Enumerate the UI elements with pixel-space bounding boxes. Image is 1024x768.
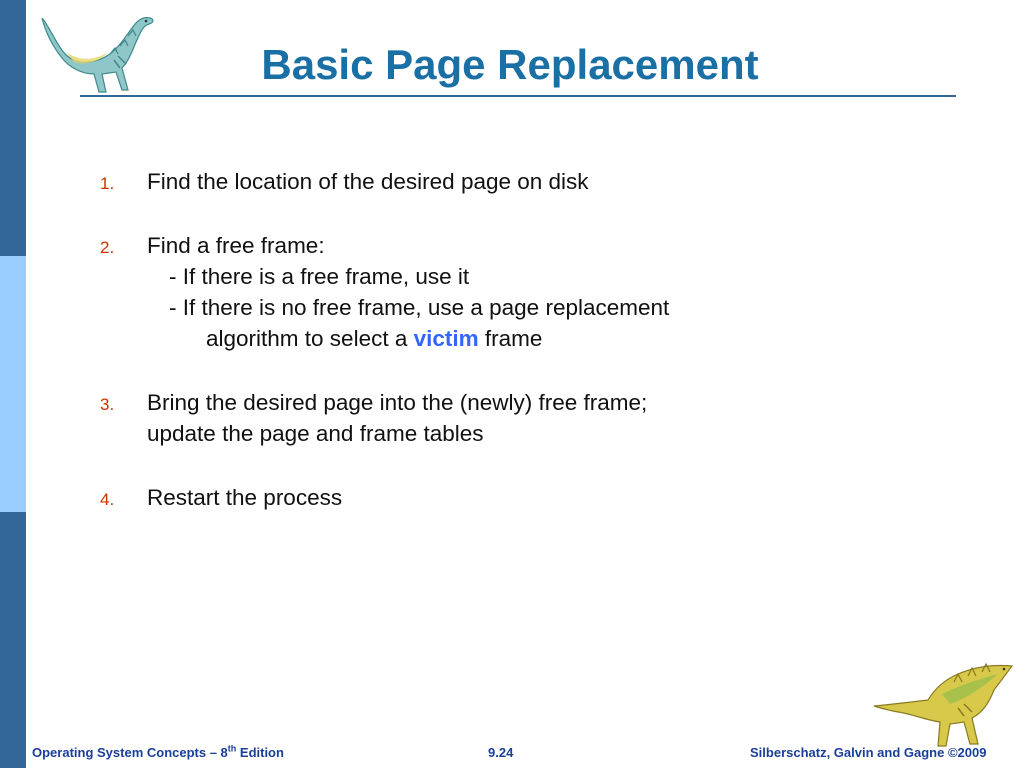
footer-page-number: 9.24 xyxy=(488,745,514,760)
step-text: Restart the process xyxy=(147,485,343,510)
step-text-part: frame xyxy=(478,326,543,351)
page-title: Basic Page Replacement xyxy=(261,41,759,88)
dinosaur-icon xyxy=(36,6,156,96)
list-item xyxy=(100,482,980,513)
step-number: 1. xyxy=(100,174,115,193)
list-item xyxy=(100,166,980,197)
step-subline-continuation xyxy=(147,323,980,354)
step-number: 2. xyxy=(100,238,115,257)
side-color-bar xyxy=(0,0,26,768)
step-text: Find a free frame: xyxy=(147,233,325,258)
footer-book-title-text: Operating System Concepts – 8 xyxy=(32,745,228,760)
footer-authors: Silberschatz, Galvin and Gagne ©2009 xyxy=(750,745,987,760)
step-subline: - If there is no free frame, use a page replacement xyxy=(169,295,670,320)
side-color-bar-light-segment xyxy=(0,256,26,512)
step-number: 4. xyxy=(100,490,115,509)
step-text: update the page and frame tables xyxy=(147,421,484,446)
step-subline: - If there is a free frame, use it xyxy=(169,264,470,289)
list-item xyxy=(100,387,980,449)
step-text: Find the location of the desired page on disk xyxy=(147,169,589,194)
dinosaur-icon xyxy=(872,660,1018,750)
footer-book-title-superscript: th xyxy=(227,743,237,754)
step-text-part: algorithm to select a xyxy=(206,326,414,351)
title-divider xyxy=(80,95,956,97)
step-number: 3. xyxy=(100,395,115,414)
footer-book-title xyxy=(32,744,284,762)
steps-list xyxy=(100,166,980,546)
list-item xyxy=(100,230,980,354)
highlighted-term: victim xyxy=(413,326,479,351)
footer-book-title-suffix: Edition xyxy=(236,745,284,760)
step-text: Bring the desired page into the (newly) free frame; xyxy=(147,390,648,415)
